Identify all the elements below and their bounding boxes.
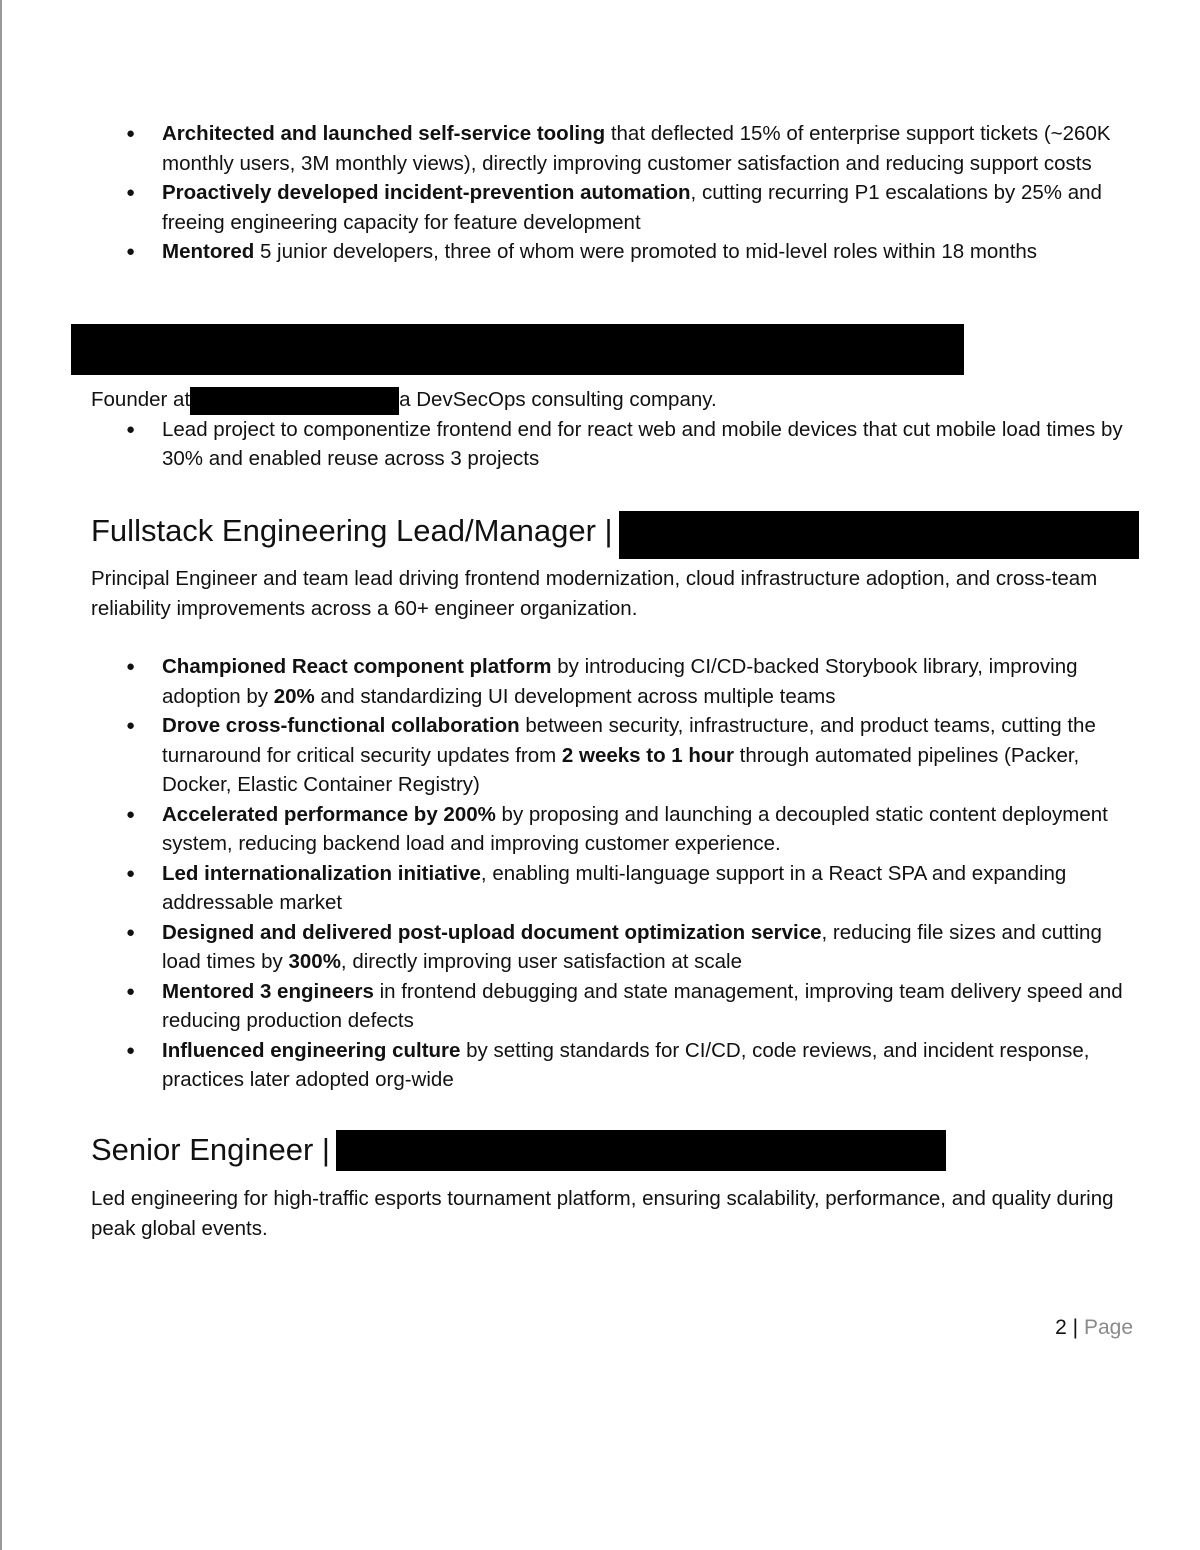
redacted-employer: [336, 1130, 946, 1171]
redacted-company: [190, 387, 399, 415]
list-item: ● Drove cross-functional collaboration between security, infrastructure, and product teams, cutting the turnaround for critical security updates from 2 weeks to 1 hour through automated pipelines (Packer, Docker, Elastic Container Registry): [91, 711, 1131, 800]
list-item: ● Proactively developed incident-prevention automation, cutting recurring P1 escalations by 25% and freeing engineering capacity for feature development: [91, 178, 1131, 237]
list-item: ● Led internationalization initiative, enabling multi-language support in a React SPA and expanding addressable market: [91, 859, 1131, 918]
fullstack-summary: Principal Engineer and team lead driving frontend modernization, cloud infrastructure adoption, and cross-team reliability improvements across a 60+ engineer organization.: [91, 567, 1098, 620]
experience-bullets-top: [91, 119, 1131, 267]
page-number: 2: [1055, 1316, 1067, 1339]
section-title: Fullstack Engineering Lead/Manager |: [91, 513, 613, 548]
senior-summary: Led engineering for high-traffic esports tournament platform, ensuring scalability, performance, and quality during peak global events.: [91, 1187, 1114, 1240]
fullstack-bullets: [91, 652, 1131, 1095]
page-footer: [1055, 1316, 1133, 1340]
list-item: ● Architected and launched self-service tooling that deflected 15% of enterprise support tickets (~260K monthly users, 3M monthly views), directly improving customer satisfaction and reducing support costs: [91, 119, 1131, 178]
redacted-heading: [71, 324, 964, 375]
list-item: ● Influenced engineering culture by setting standards for CI/CD, code reviews, and incident response, practices later adopted org-wide: [91, 1036, 1131, 1095]
list-item: ● Accelerated performance by 200% by proposing and launching a decoupled static content deployment system, reducing backend load and improving customer experience.: [91, 800, 1131, 859]
section-title: Senior Engineer |: [91, 1132, 330, 1167]
list-item: ● Designed and delivered post-upload document optimization service, reducing file sizes and cutting load times by 300%, directly improving user satisfaction at scale: [91, 918, 1131, 977]
founder-line: Founder at a DevSecOps consulting company.: [91, 385, 1131, 415]
list-item: ● Mentored 5 junior developers, three of whom were promoted to mid-level roles within 18 months: [91, 237, 1131, 267]
page-label: Page: [1083, 1316, 1133, 1339]
redacted-employer: [619, 511, 1139, 559]
list-item: ● Lead project to componentize frontend end for react web and mobile devices that cut mobile load times by 30% and enabled reuse across 3 projects: [91, 415, 1131, 474]
founder-section: [91, 385, 1131, 474]
page-edge: [0, 0, 2, 1550]
list-item: ● Mentored 3 engineers in frontend debugging and state management, improving team delivery speed and reducing production defects: [91, 977, 1131, 1036]
list-item: ● Championed React component platform by introducing CI/CD-backed Storybook library, improving adoption by 20% and standardizing UI development across multiple teams: [91, 652, 1131, 711]
page-separator: |: [1072, 1316, 1079, 1339]
